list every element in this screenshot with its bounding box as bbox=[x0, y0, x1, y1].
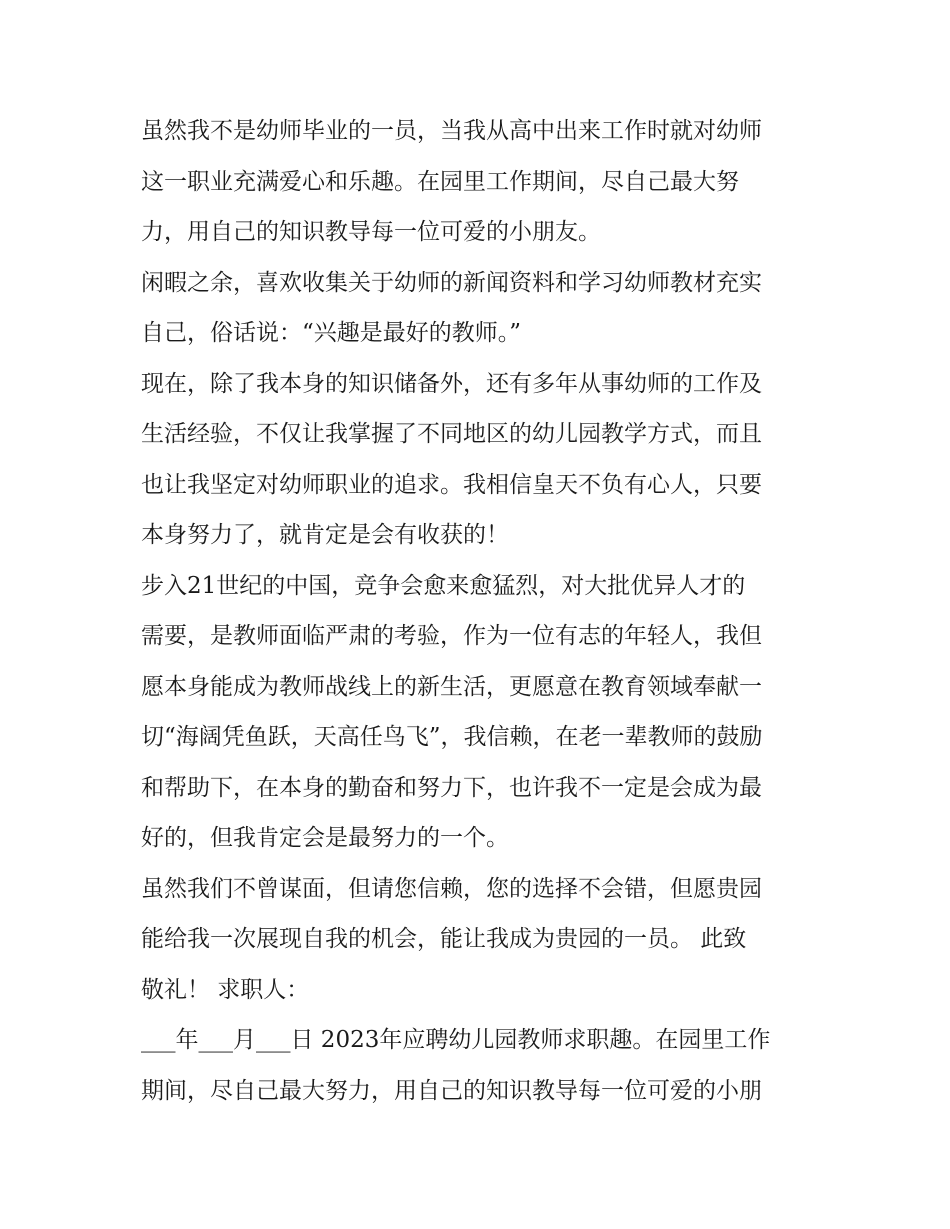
text-line: 步入21世纪的中国，竞争会愈来愈猛烈，对大批优异人才的 bbox=[141, 572, 746, 599]
text-line: 生活经验，不仅让我掌握了不同地区的幼儿园教学方式，而且 bbox=[141, 421, 762, 447]
letter-body bbox=[141, 106, 813, 1116]
text-line: 需要，是教师面临严肃的考验，作为一位有志的年轻人，我但 bbox=[141, 623, 762, 649]
text-line: 切“海阔凭鱼跃，天高任鸟飞”，我信赖，在老一辈教师的鼓励 bbox=[141, 724, 763, 750]
text-line: 自己，俗话说：“兴趣是最好的教师。” bbox=[141, 320, 522, 346]
text-line: 愿本身能成为教师战线上的新生活，更愿意在教育领域奉献一 bbox=[141, 673, 762, 700]
text-line: 虽然我们不曾谋面，但请您信赖，您的选择不会错，但愿贵园 bbox=[141, 875, 762, 902]
text-line: 期间，尽自己最大努力，用自己的知识教导每一位可爱的小朋 bbox=[141, 1077, 762, 1104]
text-line: 好的，但我肯定会是最努力的一个。 bbox=[141, 825, 509, 851]
text-line: 这一职业充满爱心和乐趣。在园里工作期间，尽自己最大努 bbox=[141, 168, 739, 195]
text-line: 能给我一次展现自我的机会，能让我成为贵园的一员。 此致 bbox=[141, 926, 747, 952]
text-line: 力，用自己的知识教导每一位可爱的小朋友。 bbox=[141, 219, 601, 245]
text-line: 和帮助下，在本身的勤奋和努力下，也许我不一定是会成为最 bbox=[141, 774, 762, 801]
text-line: 敬礼！ 求职人： bbox=[141, 976, 310, 1003]
text-line: 也让我坚定对幼师职业的追求。我相信皇天不负有心人，只要 bbox=[141, 471, 762, 498]
text-line: 闲暇之余，喜欢收集关于幼师的新闻资料和学习幼师教材充实 bbox=[141, 269, 762, 296]
text-line: ___年___月___日 2023年应聘幼儿园教师求职趣。在园里工作 bbox=[141, 1027, 771, 1053]
text-line: 本身努力了，就肯定是会有收获的！ bbox=[141, 522, 509, 548]
text-line: 虽然我不是幼师毕业的一员，当我从高中出来工作时就对幼师 bbox=[141, 118, 762, 144]
text-line: 现在，除了我本身的知识储备外，还有多年从事幼师的工作及 bbox=[141, 370, 762, 397]
